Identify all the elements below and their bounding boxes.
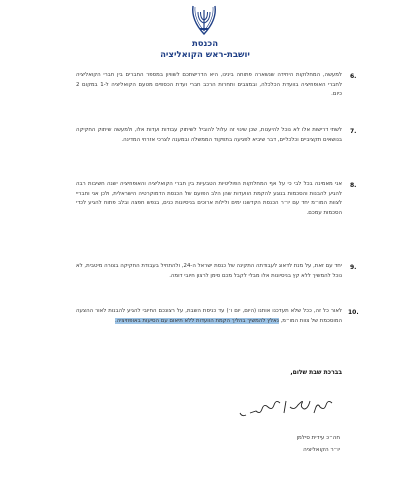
highlighted-text: נאלץ להמשיך בהליך הקמת הוועדות ללא תיאום עם הסיעות באופוזיציה. xyxy=(114,317,279,324)
signatory-name: חה״כ עידית סילמן xyxy=(296,435,340,441)
paragraph-number: 10. xyxy=(348,309,359,316)
org-name: הכנסת xyxy=(191,39,219,49)
paragraph-number: 8. xyxy=(350,182,357,189)
closing-greeting: בברכת שבת שלום, xyxy=(290,369,342,376)
paragraph-8: אני מאמינה בכל לבי כי על אף המחלוקות הפוליטיות הטבעיות בין חברי הקואליציה והאופוזיציה ישנה חשיבות רבה להגיע להבנות והסכמות בנוגע להקמת הוועדות שהן הלב הפועם של הכנסת הדמוקרטיה הישראלית, ולכן אני וחבריי לצוות המו״מ יחד עם יו״ר הכנסת הקדשנו ימים ולילות ארוכים בניסיונות כנים, בנפש חפצה ובלב פתוח להגיע לכדי הסכמות עמכם. xyxy=(76,181,342,216)
signatory-role: יו״ר הקואליציה xyxy=(303,447,340,453)
paragraph-10 xyxy=(76,307,342,326)
paragraph-6: למעשה, המחלוקות היחידה שנשארה פתוחה בינינו, היא הדרישתכם לשוויון במספר החברים בין חברי הקואליציה לחברי האופוזיציה בוועדת הכלכלה, ובמצבים ותחרות הרכב חברי ועדת הכספים מטעם הקואליציה ל-1 במקום 2 כיום. xyxy=(76,72,343,98)
office-title: יושבת-ראש הקואליציה xyxy=(160,50,250,60)
paragraph-number: 6. xyxy=(350,73,357,80)
paragraph-number: 9. xyxy=(350,264,357,271)
paragraph-number: 7. xyxy=(350,128,357,135)
paragraph-9: יחד עם זאת, על מנת לדאוג לעבודתה התקינה של כנסת ישראל ה-24, ולהתחיל בעבודת החקיקה בצורה מיטבית, לא נוכל להמשיך ללא קץ בניסיונות אלו מבלי לקבל מכם סימן לרצון חיובי דומה. xyxy=(76,263,342,279)
paragraph-7: לשתי דרישות אלו לא נוכל להיענות, שכן שינוי זה עלול להוביל לשיתוק עבודות ועדות אלו, ולמעשה שיתוק החקיקה בנושאים תקציביים וכלכליים, דבר שיביא לפגיעה בתפקוד הממשלה ובמענה לצרכי אזרחי המדינה. xyxy=(76,127,342,143)
handwritten-signature xyxy=(238,395,338,423)
paragraph-10-text: לאור כל זה, ככל שלא תעדכנו אותנו (היום, יום ו׳) עד כניסת השבת, על רצונכם החיובי להגיע להבנות לאור ההצעה המוסכמת של צוות המו״מ, xyxy=(76,308,342,324)
menorah-emblem-icon xyxy=(189,4,219,36)
